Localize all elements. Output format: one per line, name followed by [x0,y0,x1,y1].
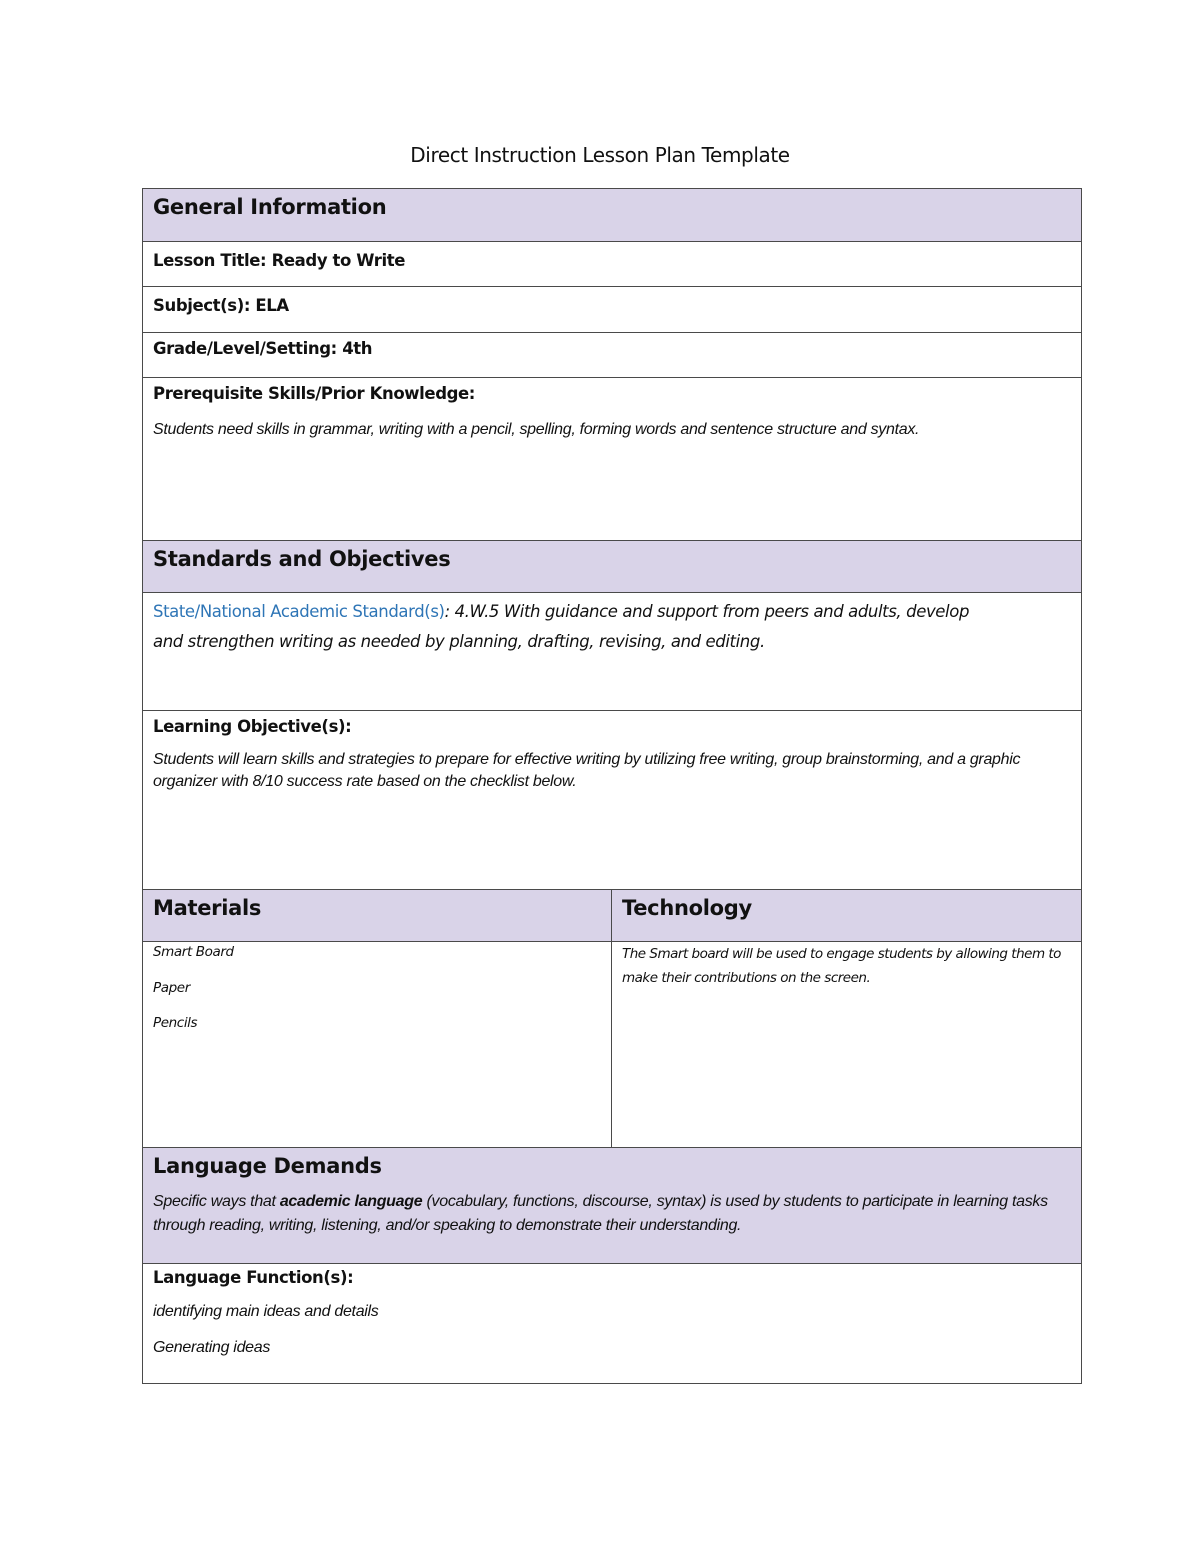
materials-header [143,890,612,942]
prerequisite-row [143,378,1082,541]
subjects-label: Subject(s): [153,296,251,315]
standards-header [143,541,1082,593]
language-demands-heading: Language Demands [153,1154,382,1178]
standard-link[interactable]: State/National Academic Standard(s) [153,602,445,621]
language-function-item: Generating ideas [153,1339,271,1356]
lesson-title-row [143,242,1082,287]
language-demands-header [143,1148,1082,1264]
materials-heading: Materials [153,896,262,920]
lesson-title-label: Lesson Title: [153,251,267,270]
technology-heading: Technology [622,896,752,920]
technology-cell [612,942,1082,1148]
lesson-title-value: Ready to Write [271,251,406,270]
standards-row [143,593,1082,711]
materials-item: Paper [153,980,190,996]
prerequisite-label: Prerequisite Skills/Prior Knowledge: [153,384,476,403]
grade-row [143,333,1082,378]
grade-label: Grade/Level/Setting: [153,339,337,358]
language-function-item: identifying main ideas and details [153,1303,379,1320]
language-functions-row [143,1264,1082,1384]
learning-objective-label: Learning Objective(s): [153,717,352,736]
materials-cell [143,942,612,1148]
standard-text-line1: : 4.W.5 With guidance and support from peers and adults, develop [444,602,970,621]
general-information-heading: General Information [153,195,387,219]
grade-value: 4th [342,339,373,358]
document-title: Direct Instruction Lesson Plan Template [410,143,790,167]
general-information-header [143,189,1082,242]
standards-heading: Standards and Objectives [153,547,451,571]
standard-text-line2: and strengthen writing as needed by planning, drafting, revising, and editing. [153,632,765,651]
language-demands-description: Specific ways that academic language (vocabulary, functions, discourse, syntax) is used by students to participate in learning tasks through reading, writing, listening, and/or speaking to demonstrate their understanding. [153,1193,1048,1234]
subjects-value: ELA [255,296,289,315]
technology-header [612,890,1082,942]
subjects-row [143,287,1082,333]
lesson-plan-table [142,188,1082,1384]
technology-text: The Smart board will be used to engage students by allowing them to make their contributions on the screen. [622,946,1061,986]
prerequisite-text: Students need skills in grammar, writing with a pencil, spelling, forming words and sentence structure and syntax. [153,421,920,438]
language-functions-label: Language Function(s): [153,1268,354,1287]
materials-item: Smart Board [153,944,234,960]
academic-language-bold: academic language [279,1193,423,1210]
learning-objective-row [143,711,1082,890]
learning-objective-text: Students will learn skills and strategies to prepare for effective writing by utilizing free writing, group brainstorming, and a graphic organizer with 8/10 success rate based on the checklist below. [153,751,1021,790]
materials-item: Pencils [153,1015,198,1031]
